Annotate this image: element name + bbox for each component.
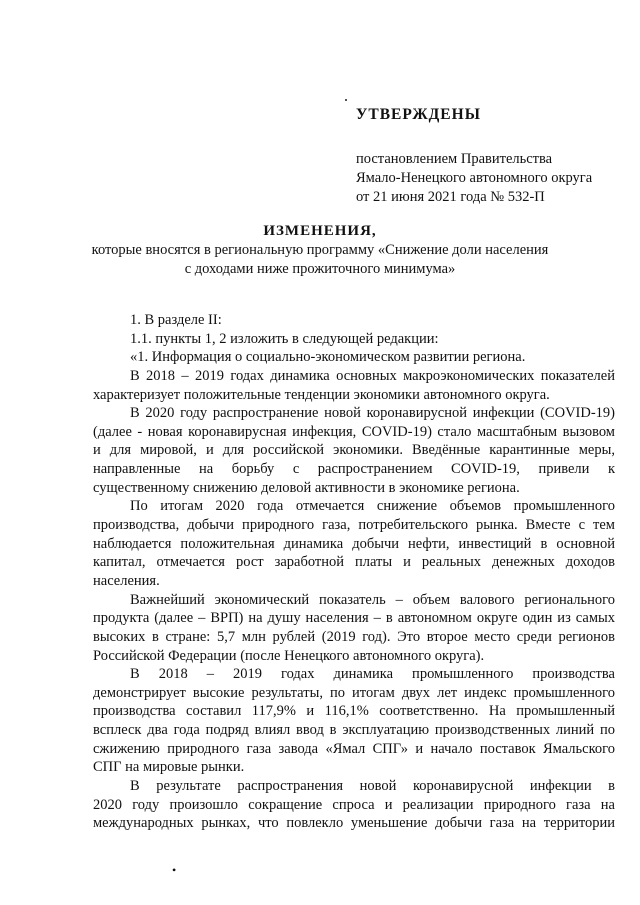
changes-title: ИЗМЕНЕНИЯ,: [263, 223, 377, 239]
body-line: демонстрирует высокие результаты, по итогам двух лет индекс промышленного: [93, 684, 615, 701]
body-line: Российской Федерации (после Ненецкого автономного округа).: [93, 647, 485, 664]
body-line: В 2018 – 2019 годах динамика основных макроэкономических показателей: [130, 367, 615, 384]
body-line: населения.: [93, 572, 160, 589]
body-line: международных рынках, что повлекло уменьшение добычи газа на территории: [93, 815, 615, 832]
body-line: производства, добычи природного газа, потребительского рынка. Вместе с тем: [93, 517, 615, 534]
body-line: направленные на борьбу с распространением COVID-19, привели к: [93, 461, 615, 478]
body-line: сжижению природного газа завода «Ямал СПГ» и начало поставок Ямальского: [93, 740, 615, 757]
body-line: наблюдается положительная динамика добычи нефти, инвестиций в основной: [93, 535, 615, 552]
changes-subtitle-line: которые вносятся в региональную программу «Снижение доли населения: [91, 242, 549, 258]
body-line: существенному снижению деловой активности в экономике региона.: [93, 479, 520, 496]
changes-heading: [0, 221, 640, 279]
body-line: СПГ на мировые рынки.: [93, 759, 245, 776]
approval-line: от 21 июня 2021 года № 532-П: [356, 189, 545, 205]
body-line: По итогам 2020 года отмечается снижение объемов промышленного: [130, 498, 615, 515]
body-line: капитал, отмечается рост заработной платы и реальных денежных доходов: [93, 554, 615, 571]
body-line: 1.1. пункты 1, 2 изложить в следующей редакции:: [130, 330, 439, 347]
body-line: «1. Информация о социально-экономическом развитии региона.: [130, 349, 526, 366]
footer-mark: •: [172, 863, 177, 877]
scan-dot: [345, 99, 347, 101]
body-line: (далее - новая коронавирусная инфекция, COVID-19) стало масштабным вызовом: [93, 423, 615, 440]
approval-title: УТВЕРЖДЕНЫ: [356, 106, 481, 123]
body-line: всплеск два года подряд влиял ввод в эксплуатацию производственных линий по: [93, 722, 615, 739]
body-line: В результате распространения новой коронавирусной инфекции в: [130, 778, 615, 795]
body-line: и для мировой, и для российской экономики. Введённые карантинные меры,: [93, 442, 615, 459]
approval-line: Ямало-Ненецкого автономного округа: [356, 170, 593, 186]
body-line: характеризует положительные тенденции экономики автономного округа.: [93, 386, 550, 403]
body-line: высоких в стране: 5,7 млн рублей (2019 год). Это второе место среди регионов: [93, 628, 615, 645]
changes-subtitle-line: с доходами ниже прожиточного минимума»: [184, 261, 456, 277]
body-line: продукта (далее – ВРП) на душу населения – в автономном округе один из самых: [93, 610, 615, 627]
body-line: В 2018 – 2019 годах динамика промышленного производства: [130, 666, 615, 683]
body-line: производства составил 117,9% и 116,1% соответственно. На промышленный: [93, 703, 615, 720]
body-line: Важнейший экономический показатель – объем валового регионального: [130, 591, 615, 608]
approval-block: [356, 106, 592, 207]
body-line: В 2020 году распространение новой коронавирусной инфекции (COVID-19): [130, 405, 615, 422]
document-body: [93, 311, 615, 833]
body-line: 1. В разделе II:: [130, 312, 222, 328]
body-line: 2020 году произошло сокращение спроса и реализации природного газа на: [93, 796, 615, 813]
approval-line: постановлением Правительства: [356, 151, 553, 167]
